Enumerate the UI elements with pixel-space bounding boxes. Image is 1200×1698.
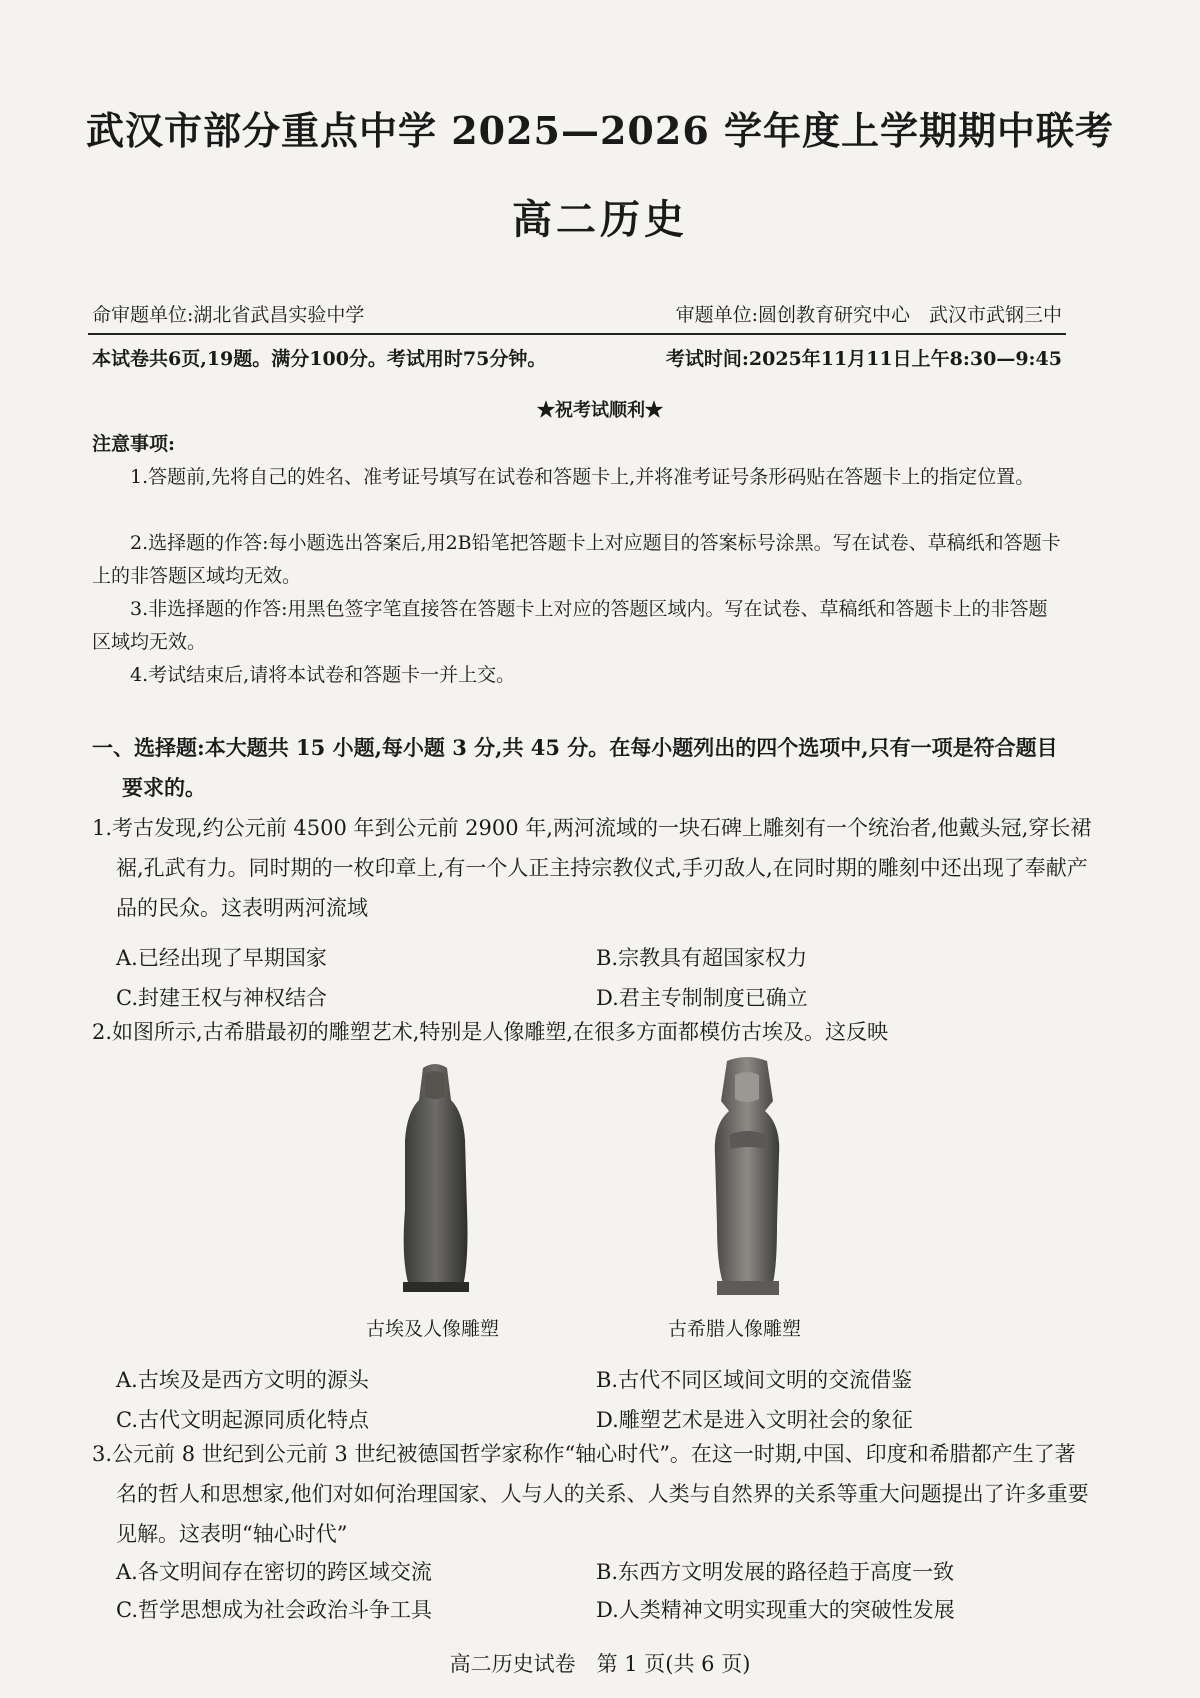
subject-title: 高二历史 xyxy=(512,196,688,243)
question-2-stem: 2.如图所示,古希腊最初的雕塑艺术,特别是人像雕塑,在很多方面都模仿古埃及。这反映 xyxy=(92,1020,889,1044)
greek-statue-image xyxy=(695,1055,800,1300)
divider-line xyxy=(88,333,1066,335)
notice-heading: 注意事项: xyxy=(92,433,176,455)
egyptian-statue-image xyxy=(385,1060,485,1295)
exam-info: 本试卷共6页,19题。满分100分。考试用时75分钟。 xyxy=(92,348,547,370)
caption-egyptian: 古埃及人像雕塑 xyxy=(366,1318,500,1340)
q3-option-d: D.人类精神文明实现重大的突破性发展 xyxy=(596,1598,955,1622)
q3-option-c: C.哲学思想成为社会政治斗争工具 xyxy=(116,1598,432,1622)
notice-item: 2.选择题的作答:每小题选出答案后,用2B铅笔把答题卡上对应题目的答案标号涂黑。写在试卷、草稿纸和答题卡上的非答题区域均无效。 xyxy=(92,532,1061,587)
q1-option-d: D.君主专制制度已确立 xyxy=(596,986,808,1010)
section-heading: 一、选择题:本大题共 15 小题,每小题 3 分,共 45 分。在每小题列出的四个选项中,只有一项是符合题目要求的。 xyxy=(92,735,1058,800)
caption-greek: 古希腊人像雕塑 xyxy=(668,1318,802,1340)
page-footer: 高二历史试卷 第 1 页(共 6 页) xyxy=(449,1652,751,1676)
q3-option-b: B.东西方文明发展的路径趋于高度一致 xyxy=(596,1560,955,1584)
notice-item: 1.答题前,先将自己的姓名、准考证号填写在试卷和答题卡上,并将准考证号条形码贴在答题卡上的指定位置。 xyxy=(130,466,1035,488)
exam-time: 考试时间:2025年11月11日上午8:30—9:45 xyxy=(665,348,1062,370)
q2-option-a: A.古埃及是西方文明的源头 xyxy=(116,1368,369,1392)
reviewer-unit: 审题单位:圆创教育研究中心 武汉市武钢三中 xyxy=(675,304,1062,326)
q3-option-a: A.各文明间存在密切的跨区域交流 xyxy=(116,1560,432,1584)
q2-option-c: C.古代文明起源同质化特点 xyxy=(116,1408,369,1432)
question-3-stem: 3.公元前 8 世纪到公元前 3 世纪被德国哲学家称作“轴心时代”。在这一时期,中国、印度和希腊都产生了著名的哲人和思想家,他们对如何治理国家、人与人的关系、人类与自然界的关系等重大问题提出了许多重要见解。这表明“轴心时代” xyxy=(92,1442,1089,1546)
exam-title: 武汉市部分重点中学 2025—2026 学年度上学期期中联考 xyxy=(86,108,1114,153)
notice-item: 4.考试结束后,请将本试卷和答题卡一并上交。 xyxy=(130,664,516,686)
q1-option-b: B.宗教具有超国家权力 xyxy=(596,946,808,970)
q1-option-c: C.封建王权与神权结合 xyxy=(116,986,327,1010)
notice-item: 3.非选择题的作答:用黑色签字笔直接答在答题卡上对应的答题区域内。写在试卷、草稿纸和答题卡上的非答题区域均无效。 xyxy=(92,598,1048,653)
q2-option-b: B.古代不同区域间文明的交流借鉴 xyxy=(596,1368,913,1392)
setter-unit: 命审题单位:湖北省武昌实验中学 xyxy=(92,304,365,326)
q1-option-a: A.已经出现了早期国家 xyxy=(116,946,327,970)
question-1-stem: 1.考古发现,约公元前 4500 年到公元前 2900 年,两河流域的一块石碑上雕刻有一个统治者,他戴头冠,穿长裙裾,孔武有力。同时期的一枚印章上,有一个人正主持宗教仪式,手刃敌人,在同时期的雕刻中还出现了奉献产品的民众。这表明两河流域 xyxy=(92,816,1092,920)
wish-text: ★祝考试顺利★ xyxy=(537,400,663,421)
q2-option-d: D.雕塑艺术是进入文明社会的象征 xyxy=(596,1408,913,1432)
